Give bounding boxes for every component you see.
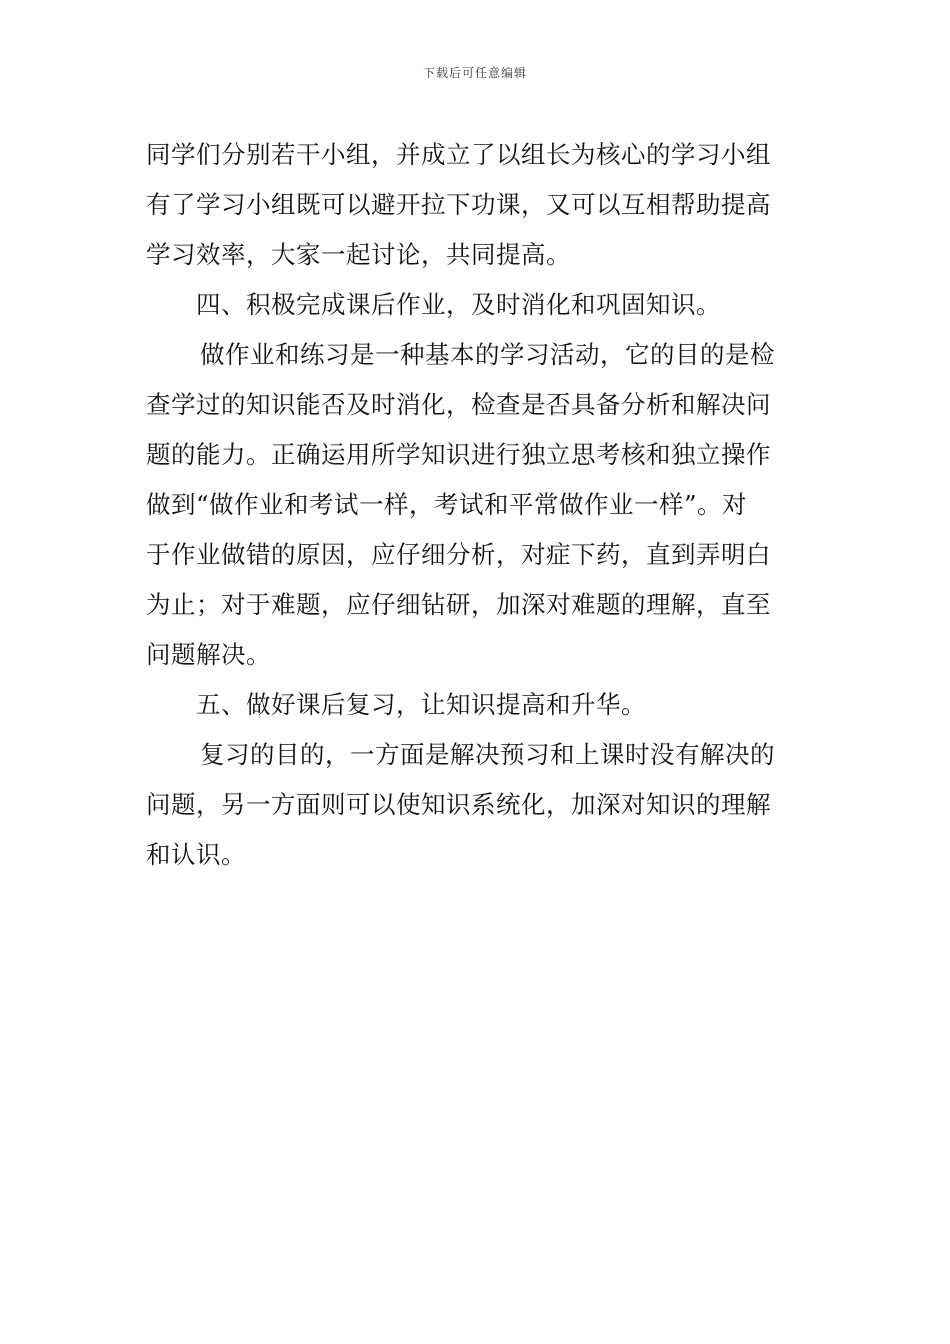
text-line: 和认识。 bbox=[146, 840, 246, 869]
page-header: 下载后可任意编辑 bbox=[422, 66, 527, 80]
text-line: 同学们分别若干小组，并成立了以组长为核心的学习小组 bbox=[146, 140, 771, 169]
text-line: 查学过的知识能否及时消化，检查是否具备分析和解决问 bbox=[146, 390, 771, 419]
text-line: 为止；对于难题，应仔细钻研，加深对难题的理解，直至 bbox=[146, 590, 771, 619]
section-heading-5: 五、做好课后复习，让知识提高和升华。 bbox=[196, 690, 646, 719]
text-line: 题的能力。正确运用所学知识进行独立思考核和独立操作 bbox=[146, 440, 771, 469]
text-line: 复习的目的，一方面是解决预习和上课时没有解决的 bbox=[200, 740, 775, 769]
text-line: 做作业和练习是一种基本的学习活动，它的目的是检 bbox=[200, 340, 775, 369]
text-line: 学习效率，大家一起讨论，共同提高。 bbox=[146, 240, 571, 269]
document-body bbox=[146, 130, 806, 880]
text-line: 问题，另一方面则可以使知识系统化，加深对知识的理解 bbox=[146, 790, 771, 819]
text-line: 于作业做错的原因，应仔细分析，对症下药，直到弄明白 bbox=[146, 540, 771, 569]
section-heading-4: 四、积极完成课后作业，及时消化和巩固知识。 bbox=[196, 290, 721, 319]
text-line: 问题解决。 bbox=[146, 640, 271, 669]
text-line: 做到“做作业和考试一样，考试和平常做作业一样”。对 bbox=[146, 490, 748, 519]
text-line: 有了学习小组既可以避开拉下功课，又可以互相帮助提高 bbox=[146, 190, 771, 219]
